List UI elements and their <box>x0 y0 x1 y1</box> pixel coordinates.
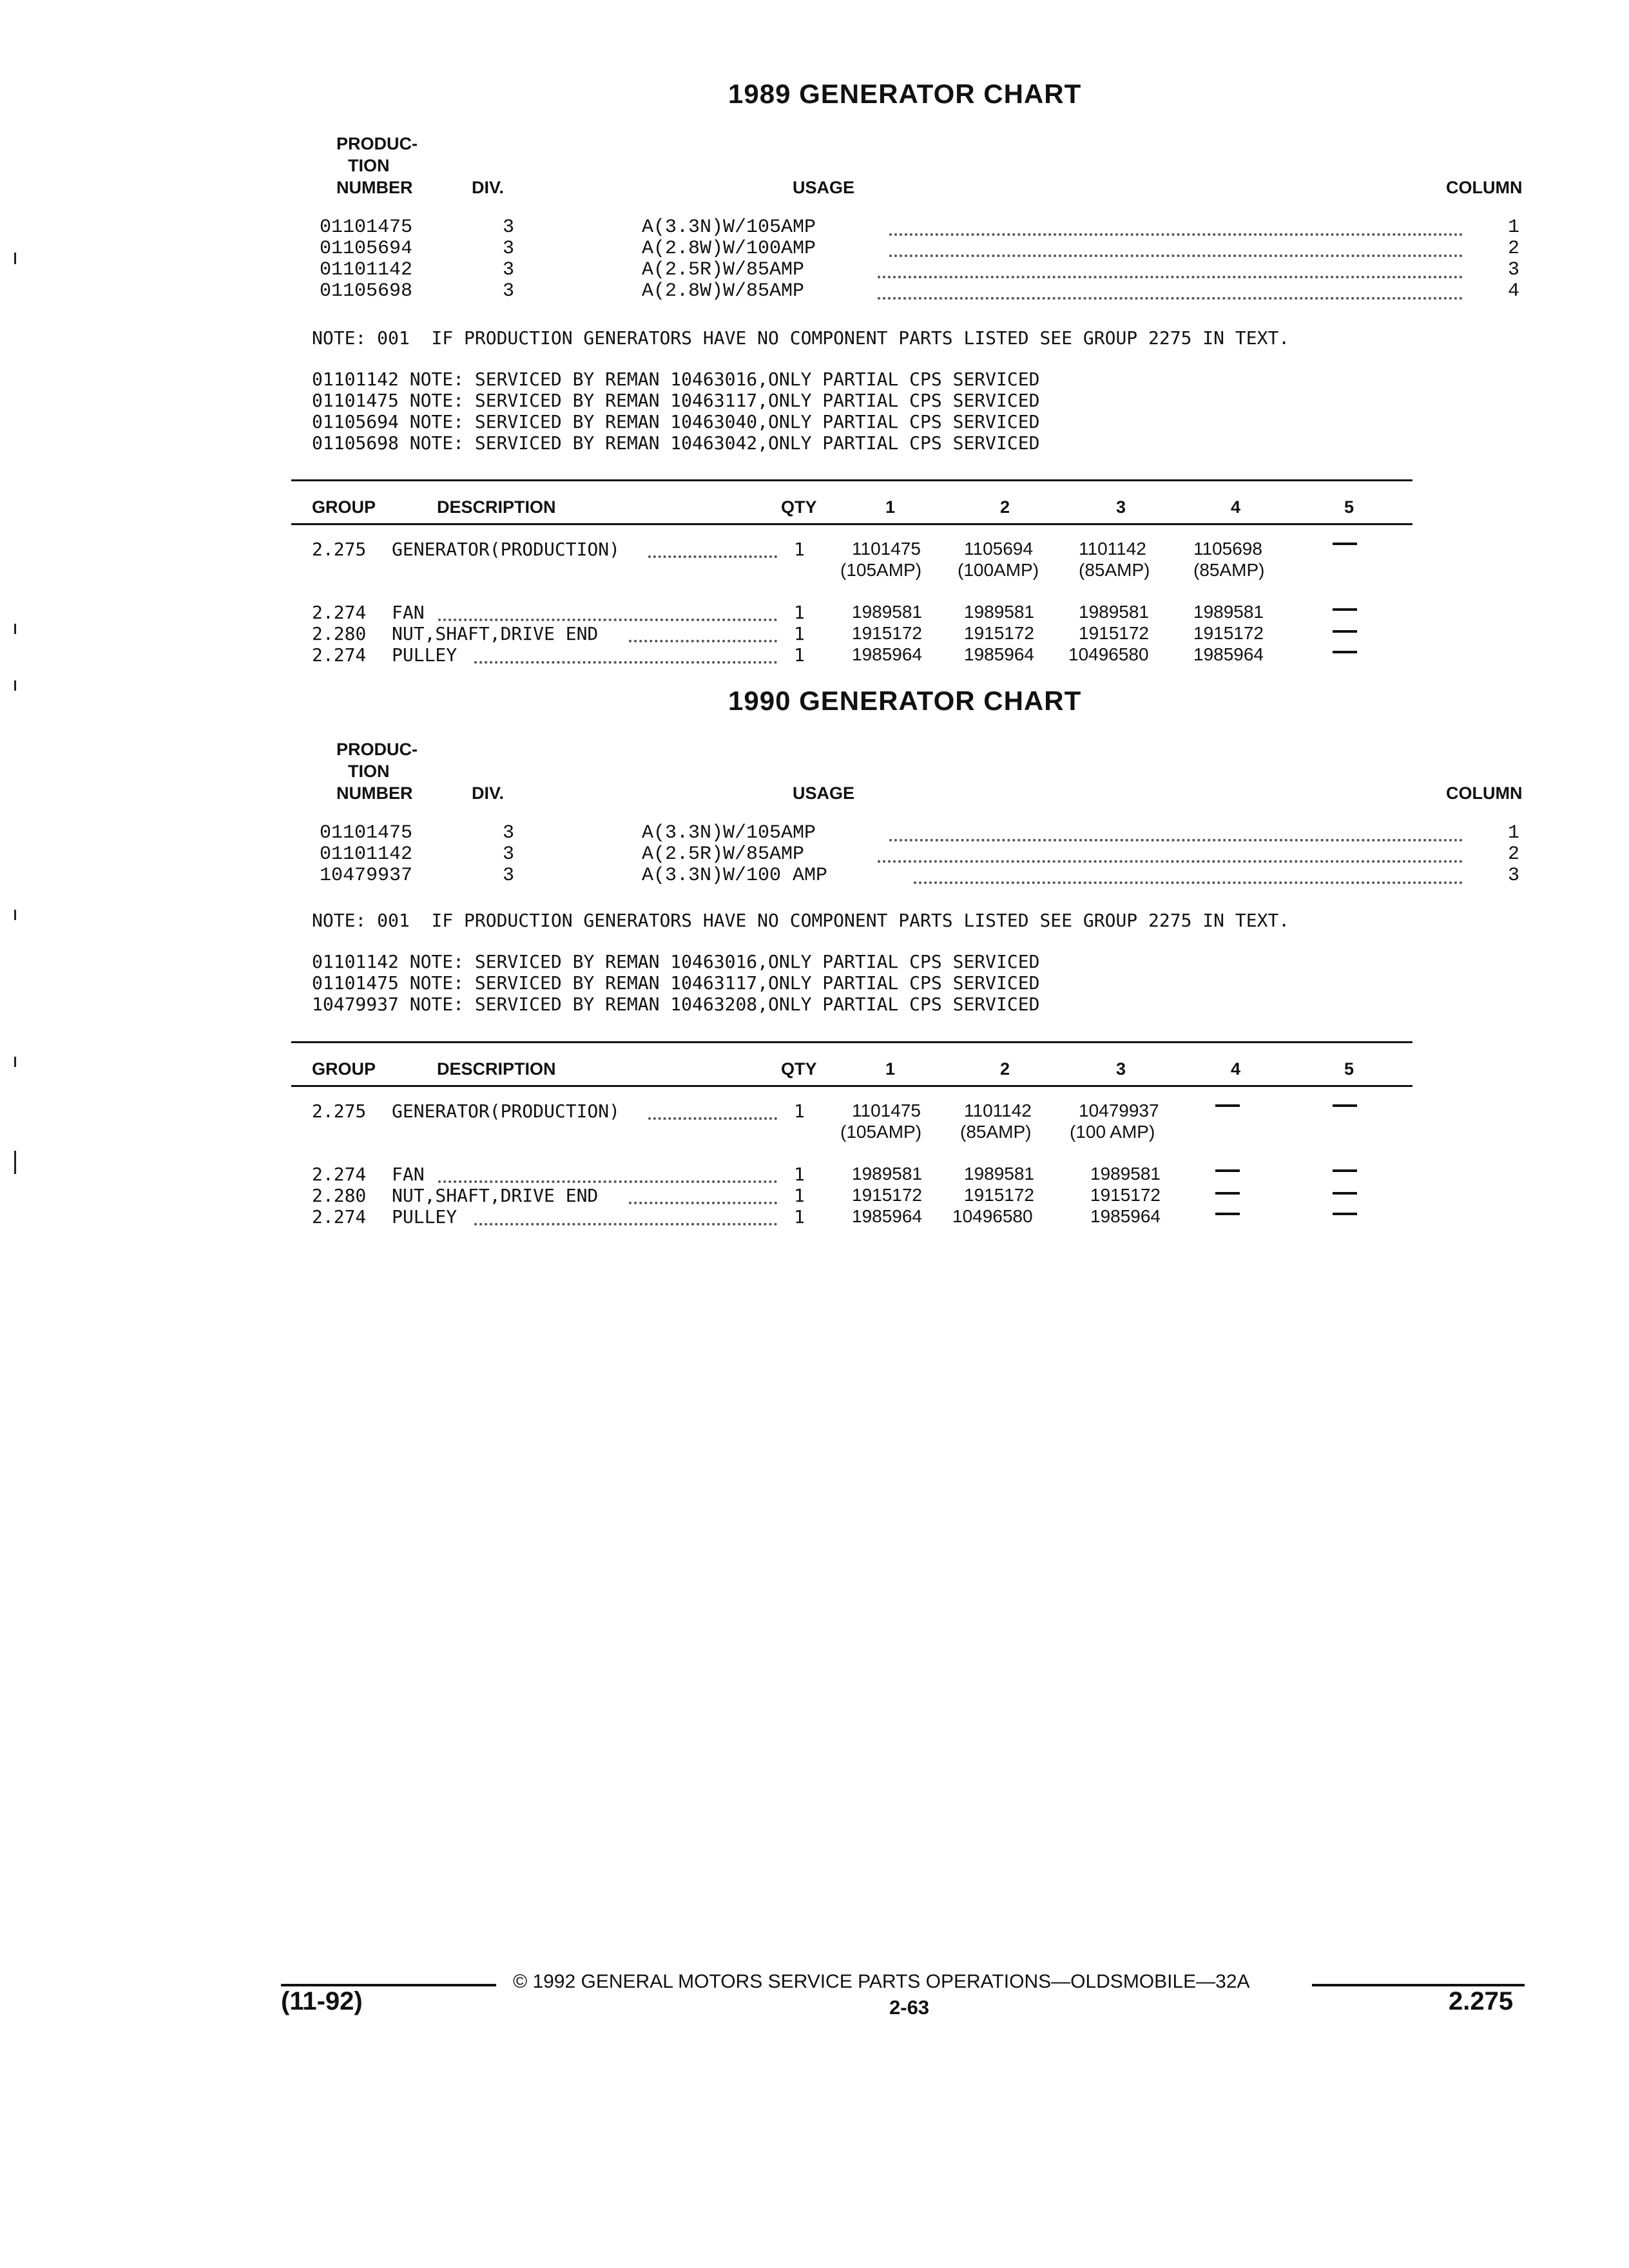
parts-header-col-4: 4 <box>1231 497 1241 517</box>
margin-mark <box>14 1151 16 1174</box>
usage-value: A(2.5R)W/85AMP <box>642 259 805 281</box>
service-note: 10479937 NOTE: SERVICED BY REMAN 10463208,ONLY PARTIAL CPS SERVICED <box>312 994 1040 1015</box>
table-rule <box>291 1041 1412 1043</box>
div-value: 3 <box>503 216 515 238</box>
parts-header-col-1: 1 <box>885 497 896 517</box>
footer-rule-left <box>281 1984 496 1986</box>
col-header-column: COLUMN <box>1446 783 1523 803</box>
empty-cell-dash <box>1333 1104 1357 1107</box>
table-rule <box>291 479 1412 481</box>
part-qty: 1 <box>794 1100 805 1122</box>
part-description: FAN <box>392 602 425 623</box>
copyright-line: © 1992 GENERAL MOTORS SERVICE PARTS OPERATIONS—OLDSMOBILE—32A <box>513 1971 1250 1992</box>
parts-header-col-2: 2 <box>1000 497 1010 517</box>
div-value: 3 <box>503 843 515 865</box>
part-description: NUT,SHAFT,DRIVE END <box>392 1185 599 1206</box>
part-description: GENERATOR(PRODUCTION) <box>392 1100 621 1122</box>
part-number: 1101142 <box>964 1100 1032 1120</box>
part-group: 2.274 <box>312 602 367 623</box>
leader-dots <box>878 860 1463 863</box>
part-number: 1989581 <box>964 602 1035 622</box>
part-number: 1985964 <box>964 644 1035 664</box>
part-number: 1915172 <box>1079 623 1150 643</box>
col-header-number: NUMBER <box>336 783 413 803</box>
parts-header-description: DESCRIPTION <box>437 497 556 517</box>
leader-dots <box>438 619 777 621</box>
leader-dots <box>889 255 1463 257</box>
part-number: 1915172 <box>852 623 923 643</box>
col-header-production: PRODUC- <box>336 740 418 759</box>
empty-cell-dash <box>1215 1213 1240 1215</box>
part-group: 2.275 <box>312 1100 367 1122</box>
usage-value: A(2.5R)W/85AMP <box>642 843 805 865</box>
column-value: 1 <box>1508 216 1520 238</box>
leader-dots <box>629 640 777 642</box>
parts-header-col-4: 4 <box>1231 1059 1241 1079</box>
part-number: 1985964 <box>852 1206 923 1226</box>
table-rule <box>291 523 1412 525</box>
part-number: 1989581 <box>852 602 923 622</box>
empty-cell-dash <box>1215 1192 1240 1195</box>
parts-header-col-5: 5 <box>1344 1059 1354 1079</box>
part-number: 1101142 <box>1079 539 1146 559</box>
part-group: 2.274 <box>312 1164 367 1185</box>
parts-header-qty: QTY <box>781 497 817 517</box>
part-number: 10496580 <box>1068 644 1149 664</box>
production-note: NOTE: 001 IF PRODUCTION GENERATORS HAVE NO COMPONENT PARTS LISTED SEE GROUP 2275 IN TEXT. <box>312 910 1290 931</box>
column-value: 2 <box>1508 843 1520 865</box>
production-number: 01101142 <box>320 259 413 281</box>
service-note: 01101475 NOTE: SERVICED BY REMAN 10463117,ONLY PARTIAL CPS SERVICED <box>312 390 1040 411</box>
margin-mark <box>14 253 16 264</box>
empty-cell-dash <box>1333 1213 1357 1215</box>
part-number: 1985964 <box>1193 644 1264 664</box>
div-value: 3 <box>503 822 515 844</box>
empty-cell-dash <box>1333 651 1357 653</box>
production-number: 01105694 <box>320 238 413 260</box>
empty-cell-dash <box>1333 543 1357 545</box>
column-value: 1 <box>1508 822 1520 844</box>
part-description: PULLEY <box>392 1206 458 1227</box>
col-header-production: PRODUC- <box>336 134 418 153</box>
parts-header-description: DESCRIPTION <box>437 1059 556 1079</box>
col-header-usage: USAGE <box>793 783 855 803</box>
leader-dots <box>629 1202 777 1204</box>
table-rule <box>291 1085 1412 1087</box>
part-qty: 1 <box>794 644 805 666</box>
part-amperage: (100 AMP) <box>1070 1122 1155 1142</box>
column-value: 4 <box>1508 280 1520 302</box>
part-qty: 1 <box>794 1185 805 1206</box>
service-note: 01101475 NOTE: SERVICED BY REMAN 10463117,ONLY PARTIAL CPS SERVICED <box>312 972 1040 994</box>
part-number: 1915172 <box>1090 1185 1161 1205</box>
part-description: FAN <box>392 1164 425 1185</box>
part-amperage: (85AMP) <box>1079 560 1150 580</box>
production-number: 01101475 <box>320 216 413 238</box>
part-qty: 1 <box>794 602 805 623</box>
column-value: 3 <box>1508 259 1520 281</box>
col-header-number: NUMBER <box>336 178 413 197</box>
empty-cell-dash <box>1333 1192 1357 1195</box>
part-amperage: (105AMP) <box>840 1122 922 1142</box>
page-number: 2-63 <box>889 1996 930 2019</box>
empty-cell-dash <box>1215 1169 1240 1172</box>
part-qty: 1 <box>794 623 805 644</box>
parts-header-qty: QTY <box>781 1059 817 1079</box>
column-value: 2 <box>1508 238 1520 260</box>
part-number: 1989581 <box>1079 602 1150 622</box>
chart-title: 1990 GENERATOR CHART <box>728 686 1082 716</box>
part-qty: 1 <box>794 539 805 560</box>
part-qty: 1 <box>794 1206 805 1227</box>
leader-dots <box>889 233 1463 236</box>
div-value: 3 <box>503 865 515 887</box>
part-amperage: (105AMP) <box>840 560 922 580</box>
parts-header-col-1: 1 <box>885 1059 896 1079</box>
leader-dots <box>889 839 1463 841</box>
leader-dots <box>648 1117 777 1120</box>
empty-cell-dash <box>1333 1169 1357 1172</box>
column-value: 3 <box>1508 865 1520 887</box>
part-number: 10496580 <box>952 1206 1033 1226</box>
div-value: 3 <box>503 238 515 260</box>
usage-value: A(2.8W)W/100AMP <box>642 238 816 260</box>
part-number: 1985964 <box>1090 1206 1161 1226</box>
part-group: 2.274 <box>312 644 367 666</box>
part-group: 2.275 <box>312 539 367 560</box>
part-description: GENERATOR(PRODUCTION) <box>392 539 621 560</box>
empty-cell-dash <box>1333 608 1357 611</box>
col-header-column: COLUMN <box>1446 178 1523 197</box>
service-note: 01101142 NOTE: SERVICED BY REMAN 10463016,ONLY PARTIAL CPS SERVICED <box>312 951 1040 972</box>
part-number: 1989581 <box>964 1164 1035 1184</box>
parts-header-col-2: 2 <box>1000 1059 1010 1079</box>
production-note: NOTE: 001 IF PRODUCTION GENERATORS HAVE NO COMPONENT PARTS LISTED SEE GROUP 2275 IN TEXT. <box>312 327 1290 349</box>
production-number: 01101475 <box>320 822 413 844</box>
parts-header-group: GROUP <box>312 1059 376 1079</box>
empty-cell-dash <box>1333 630 1357 633</box>
parts-header-col-5: 5 <box>1344 497 1354 517</box>
part-group: 2.280 <box>312 1185 367 1206</box>
part-amperage: (100AMP) <box>958 560 1039 580</box>
col-header-div: DIV. <box>472 783 505 803</box>
part-number: 1105698 <box>1193 539 1262 559</box>
part-amperage: (85AMP) <box>960 1122 1032 1142</box>
service-note: 01105694 NOTE: SERVICED BY REMAN 10463040,ONLY PARTIAL CPS SERVICED <box>312 411 1040 432</box>
leader-dots <box>878 297 1463 300</box>
section-number: 2.275 <box>1449 1987 1514 2015</box>
part-description: PULLEY <box>392 644 458 666</box>
service-note: 01101142 NOTE: SERVICED BY REMAN 10463016,ONLY PARTIAL CPS SERVICED <box>312 369 1040 390</box>
div-value: 3 <box>503 280 515 302</box>
part-amperage: (85AMP) <box>1193 560 1265 580</box>
leader-dots <box>914 881 1463 884</box>
part-number: 1915172 <box>1193 623 1264 643</box>
part-number: 1989581 <box>852 1164 923 1184</box>
part-description: NUT,SHAFT,DRIVE END <box>392 623 599 644</box>
part-number: 1985964 <box>852 644 923 664</box>
footer-rule-right <box>1312 1984 1525 1986</box>
leader-dots <box>878 276 1463 278</box>
leader-dots <box>474 1223 777 1225</box>
col-header-production: TION <box>348 156 390 175</box>
empty-cell-dash <box>1215 1104 1240 1107</box>
margin-mark <box>14 910 16 920</box>
margin-mark <box>14 1057 16 1067</box>
chart-title: 1989 GENERATOR CHART <box>728 79 1082 109</box>
leader-dots <box>474 661 777 664</box>
part-number: 1989581 <box>1193 602 1264 622</box>
parts-header-col-3: 3 <box>1116 497 1126 517</box>
parts-header-col-3: 3 <box>1116 1059 1126 1079</box>
production-number: 01105698 <box>320 280 413 302</box>
leader-dots <box>648 555 777 558</box>
part-number: 10479937 <box>1079 1100 1159 1120</box>
part-qty: 1 <box>794 1164 805 1185</box>
div-value: 3 <box>503 259 515 281</box>
margin-mark <box>14 680 16 691</box>
part-group: 2.280 <box>312 623 367 644</box>
part-number: 1915172 <box>964 1185 1035 1205</box>
part-group: 2.274 <box>312 1206 367 1227</box>
usage-value: A(3.3N)W/105AMP <box>642 216 816 238</box>
part-number: 1105694 <box>964 539 1033 559</box>
parts-header-group: GROUP <box>312 497 376 517</box>
part-number: 1101475 <box>852 1100 921 1120</box>
col-header-div: DIV. <box>472 178 505 197</box>
usage-value: A(3.3N)W/105AMP <box>642 822 816 844</box>
part-number: 1915172 <box>964 623 1035 643</box>
col-header-usage: USAGE <box>793 178 855 197</box>
margin-mark <box>14 624 16 634</box>
service-note: 01105698 NOTE: SERVICED BY REMAN 10463042,ONLY PARTIAL CPS SERVICED <box>312 432 1040 454</box>
leader-dots <box>438 1180 777 1183</box>
usage-value: A(2.8W)W/85AMP <box>642 280 805 302</box>
part-number: 1989581 <box>1090 1164 1161 1184</box>
production-number: 01101142 <box>320 843 413 865</box>
col-header-production: TION <box>348 762 390 781</box>
revision-date: (11-92) <box>281 1987 363 2015</box>
usage-value: A(3.3N)W/100 AMP <box>642 865 828 887</box>
production-number: 10479937 <box>320 865 413 887</box>
part-number: 1101475 <box>852 539 921 559</box>
part-number: 1915172 <box>852 1185 923 1205</box>
